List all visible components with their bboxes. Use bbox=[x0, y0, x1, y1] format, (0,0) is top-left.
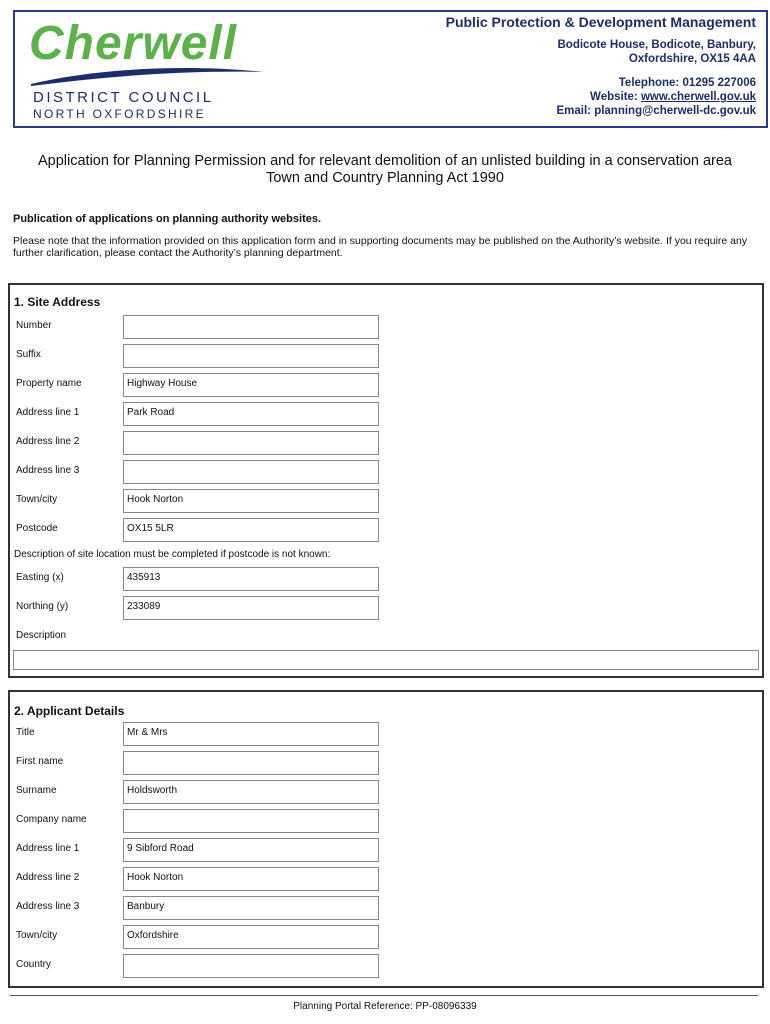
form-title-line-2: Town and Country Planning Act 1990 bbox=[266, 170, 504, 186]
field-row-suffix bbox=[10, 344, 762, 368]
field-row-first-name bbox=[10, 751, 762, 775]
site-address-section bbox=[8, 283, 764, 678]
postcode-field[interactable]: OX15 5LR bbox=[123, 518, 379, 542]
field-label: Address line 1 bbox=[16, 407, 80, 418]
field-label: First name bbox=[16, 756, 64, 767]
field-row-northing bbox=[10, 596, 762, 620]
publication-heading: Publication of applications on planning authority websites. bbox=[13, 213, 322, 225]
field-row-surname bbox=[10, 780, 762, 804]
field-row-address-line-2 bbox=[10, 867, 762, 891]
letterhead bbox=[13, 10, 768, 128]
website-row bbox=[446, 90, 756, 104]
description-field[interactable] bbox=[13, 650, 759, 670]
field-label: Address line 2 bbox=[16, 436, 80, 447]
website-label: Website: bbox=[590, 91, 641, 103]
field-row-number bbox=[10, 315, 762, 339]
field-row-title bbox=[10, 722, 762, 746]
applicant-town-city-field[interactable]: Oxfordshire bbox=[123, 925, 379, 949]
field-row-address-line-1 bbox=[10, 402, 762, 426]
email-link[interactable]: planning@cherwell-dc.gov.uk bbox=[594, 105, 756, 117]
address-line-1-field[interactable]: Park Road bbox=[123, 402, 379, 426]
form-title bbox=[0, 153, 770, 187]
field-label: Address line 3 bbox=[16, 465, 80, 476]
field-row-country bbox=[10, 954, 762, 978]
department-name: Public Protection & Development Management bbox=[445, 14, 756, 30]
field-label: Town/city bbox=[16, 494, 58, 505]
logo-district-council: DISTRICT COUNCIL bbox=[33, 89, 214, 106]
country-field[interactable] bbox=[123, 954, 379, 978]
telephone: Telephone: 01295 227006 bbox=[618, 77, 756, 89]
surname-field[interactable]: Holdsworth bbox=[123, 780, 379, 804]
suffix-field[interactable] bbox=[123, 344, 379, 368]
field-row-property-name bbox=[10, 373, 762, 397]
northing-field[interactable]: 233089 bbox=[123, 596, 379, 620]
field-label: Northing (y) bbox=[16, 601, 69, 612]
contact-block bbox=[446, 14, 756, 118]
field-label: Surname bbox=[16, 785, 57, 796]
field-label: Address line 1 bbox=[16, 843, 80, 854]
field-label: Town/city bbox=[16, 930, 58, 941]
address-line-1: Bodicote House, Bodicote, Banbury, bbox=[557, 39, 756, 51]
number-field[interactable] bbox=[123, 315, 379, 339]
title-field[interactable]: Mr & Mrs bbox=[123, 722, 379, 746]
field-row-town-city bbox=[10, 489, 762, 513]
cherwell-logo-wordmark: Cherwell bbox=[29, 17, 238, 70]
field-label: Suffix bbox=[16, 349, 41, 360]
description-label: Description bbox=[16, 630, 67, 641]
location-note: Description of site location must be completed if postcode is not known: bbox=[14, 549, 331, 560]
logo-swoosh-icon bbox=[29, 64, 269, 88]
field-label: Property name bbox=[16, 378, 82, 389]
town-city-field[interactable]: Hook Norton bbox=[123, 489, 379, 513]
email-label: Email: bbox=[556, 105, 595, 117]
address-line-3-field[interactable] bbox=[123, 460, 379, 484]
footer-divider bbox=[10, 995, 758, 996]
field-label: Title bbox=[16, 727, 35, 738]
field-row-address-line-2 bbox=[10, 431, 762, 455]
address-line-2-field[interactable] bbox=[123, 431, 379, 455]
field-row-address-line-3 bbox=[10, 460, 762, 484]
email-row bbox=[446, 104, 756, 118]
site-address-title: 1. Site Address bbox=[14, 295, 101, 309]
applicant-details-title: 2. Applicant Details bbox=[14, 704, 125, 718]
field-label: Easting (x) bbox=[16, 572, 64, 583]
portal-reference: Planning Portal Reference: PP-08096339 bbox=[293, 1001, 477, 1012]
first-name-field[interactable] bbox=[123, 751, 379, 775]
field-label: Address line 3 bbox=[16, 901, 80, 912]
address-line-2: Oxfordshire, OX15 4AA bbox=[628, 53, 756, 65]
field-row-easting bbox=[10, 567, 762, 591]
applicant-address-line-2-field[interactable]: Hook Norton bbox=[123, 867, 379, 891]
field-row-address-line-3 bbox=[10, 896, 762, 920]
field-label: Address line 2 bbox=[16, 872, 80, 883]
field-row-postcode bbox=[10, 518, 762, 542]
applicant-details-section bbox=[8, 690, 764, 988]
field-row-address-line-1 bbox=[10, 838, 762, 862]
form-title-line-1: Application for Planning Permission and for relevant demolition of an unlisted building in a conservation area bbox=[38, 153, 732, 169]
publication-text: Please note that the information provided on this application form and in supporting documents may be published on the Authority’s website. If you require any further clarification, please contact the Authority’s planning department. bbox=[13, 235, 748, 259]
field-row-company-name bbox=[10, 809, 762, 833]
field-label: Postcode bbox=[16, 523, 58, 534]
field-label: Country bbox=[16, 959, 52, 970]
website-link[interactable]: www.cherwell.gov.uk bbox=[640, 91, 756, 103]
applicant-address-line-1-field[interactable]: 9 Sibford Road bbox=[123, 838, 379, 862]
field-label: Company name bbox=[16, 814, 87, 825]
easting-field[interactable]: 435913 bbox=[123, 567, 379, 591]
company-name-field[interactable] bbox=[123, 809, 379, 833]
field-row-town-city bbox=[10, 925, 762, 949]
property-name-field[interactable]: Highway House bbox=[123, 373, 379, 397]
applicant-address-line-3-field[interactable]: Banbury bbox=[123, 896, 379, 920]
field-label: Number bbox=[16, 320, 52, 331]
logo-north-oxfordshire: NORTH OXFORDSHIRE bbox=[33, 107, 206, 121]
